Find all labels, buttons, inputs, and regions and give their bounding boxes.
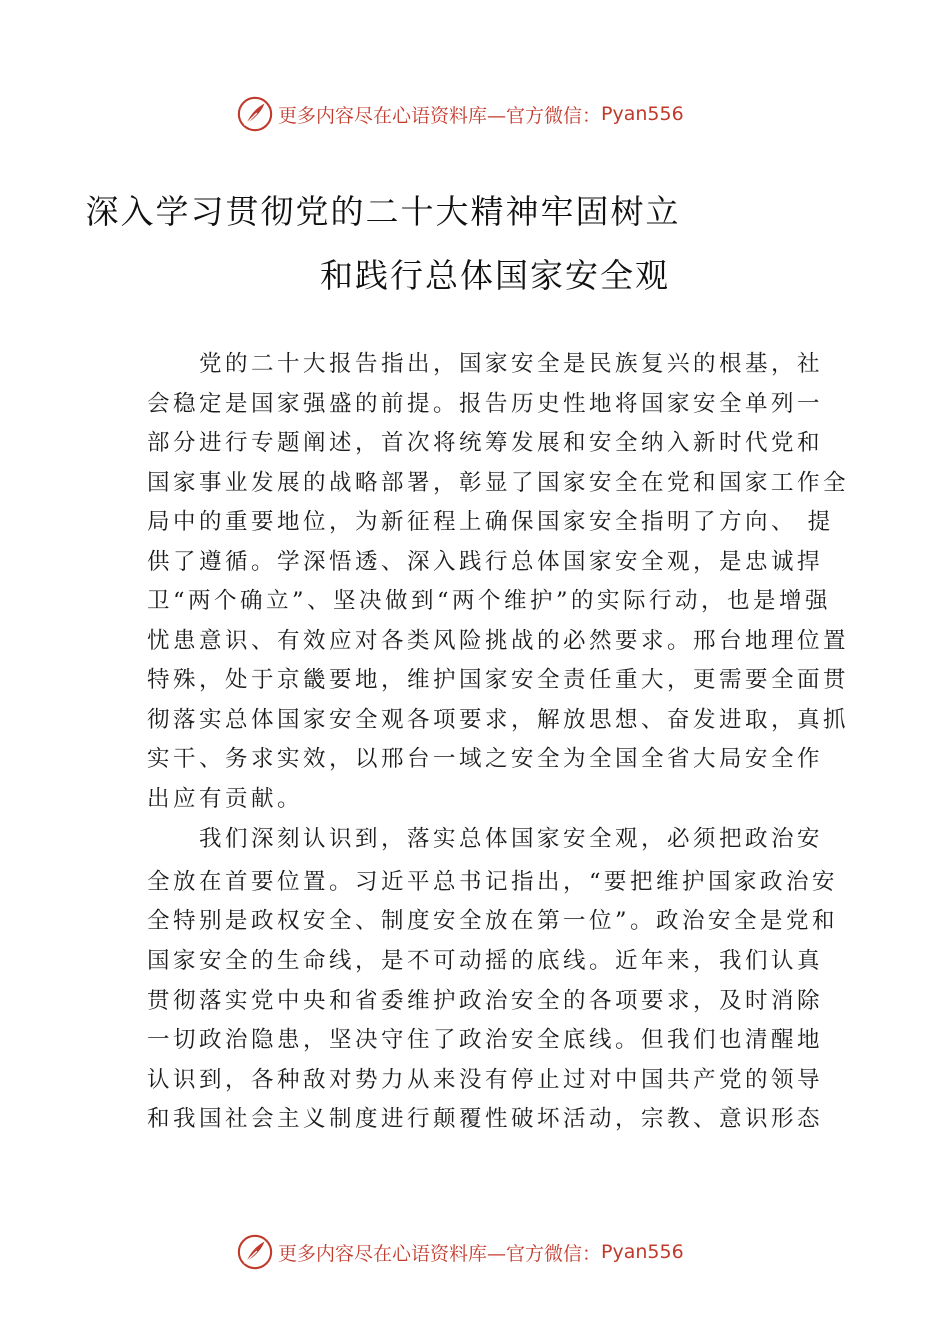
page-title-line-2: 和践行总体国家安全观 [320, 256, 670, 295]
text-line: 彻落实总体国家安全观各项要求，解放思想、奋发进取，真抓 [147, 707, 850, 733]
text-line: 忧患意识、有效应对各类风险挑战的必然要求。邢台地理位置 [147, 628, 850, 654]
text-line: 出应有贡献。 [147, 786, 304, 812]
text-line: 供了遵循。学深悟透、深入践行总体国家安全观，是忠诚捍 [147, 549, 824, 575]
text-line: 和我国社会主义制度进行颠覆性破坏活动，宗教、意识形态 [147, 1106, 824, 1132]
text-line: 贯彻落实党中央和省委维护政治安全的各项要求，及时消除 [147, 988, 824, 1014]
text-line: 实干、务求实效，以邢台一域之安全为全国全省大局安全作 [147, 746, 824, 772]
footer-banner [236, 1232, 736, 1272]
wechat-id: Pyan556 [601, 1241, 684, 1263]
text-line: 会稳定是国家强盛的前提。报告历史性地将国家安全单列一 [147, 391, 824, 417]
text-line: 我们深刻认识到，落实总体国家安全观，必须把政治安 [147, 826, 824, 852]
text-line: 局中的重要地位，为新征程上确保国家安全指明了方向、 提 [147, 509, 834, 535]
page-title-line-1: 深入学习贯彻党的二十大精神牢固树立 [85, 192, 681, 231]
feather-pen-logo-icon [236, 95, 274, 133]
text-line: 认识到，各种敌对势力从来没有停止过对中国共产党的领导 [147, 1067, 824, 1093]
text-line: 特殊，处于京畿要地，维护国家安全责任重大，更需要全面贯 [147, 667, 850, 693]
text-line: 党的二十大报告指出，国家安全是民族复兴的根基，社 [147, 351, 824, 377]
feather-pen-logo-icon [236, 1233, 274, 1271]
text-line: 全特别是政权安全、制度安全放在第一位”。政治安全是党和 [147, 908, 839, 934]
text-line: 国家安全的生命线，是不可动摇的底线。近年来，我们认真 [147, 948, 824, 974]
banner-text: 更多内容尽在心语资料库—官方微信： [278, 104, 602, 127]
text-line: 全放在首要位置。习近平总书记指出，“要把维护国家政治安 [147, 869, 839, 895]
text-line: 一切政治隐患，坚决守住了政治安全底线。但我们也清醒地 [147, 1027, 824, 1053]
text-line: 国家事业发展的战略部署，彰显了国家安全在党和国家工作全 [147, 470, 850, 496]
header-banner [236, 94, 736, 134]
text-line: 卫“两个确立”、坚决做到“两个维护”的实际行动，也是增强 [147, 588, 832, 614]
banner-text: 更多内容尽在心语资料库—官方微信： [278, 1242, 602, 1265]
wechat-id: Pyan556 [601, 103, 684, 125]
text-line: 部分进行专题阐述，首次将统筹发展和安全纳入新时代党和 [147, 430, 824, 456]
